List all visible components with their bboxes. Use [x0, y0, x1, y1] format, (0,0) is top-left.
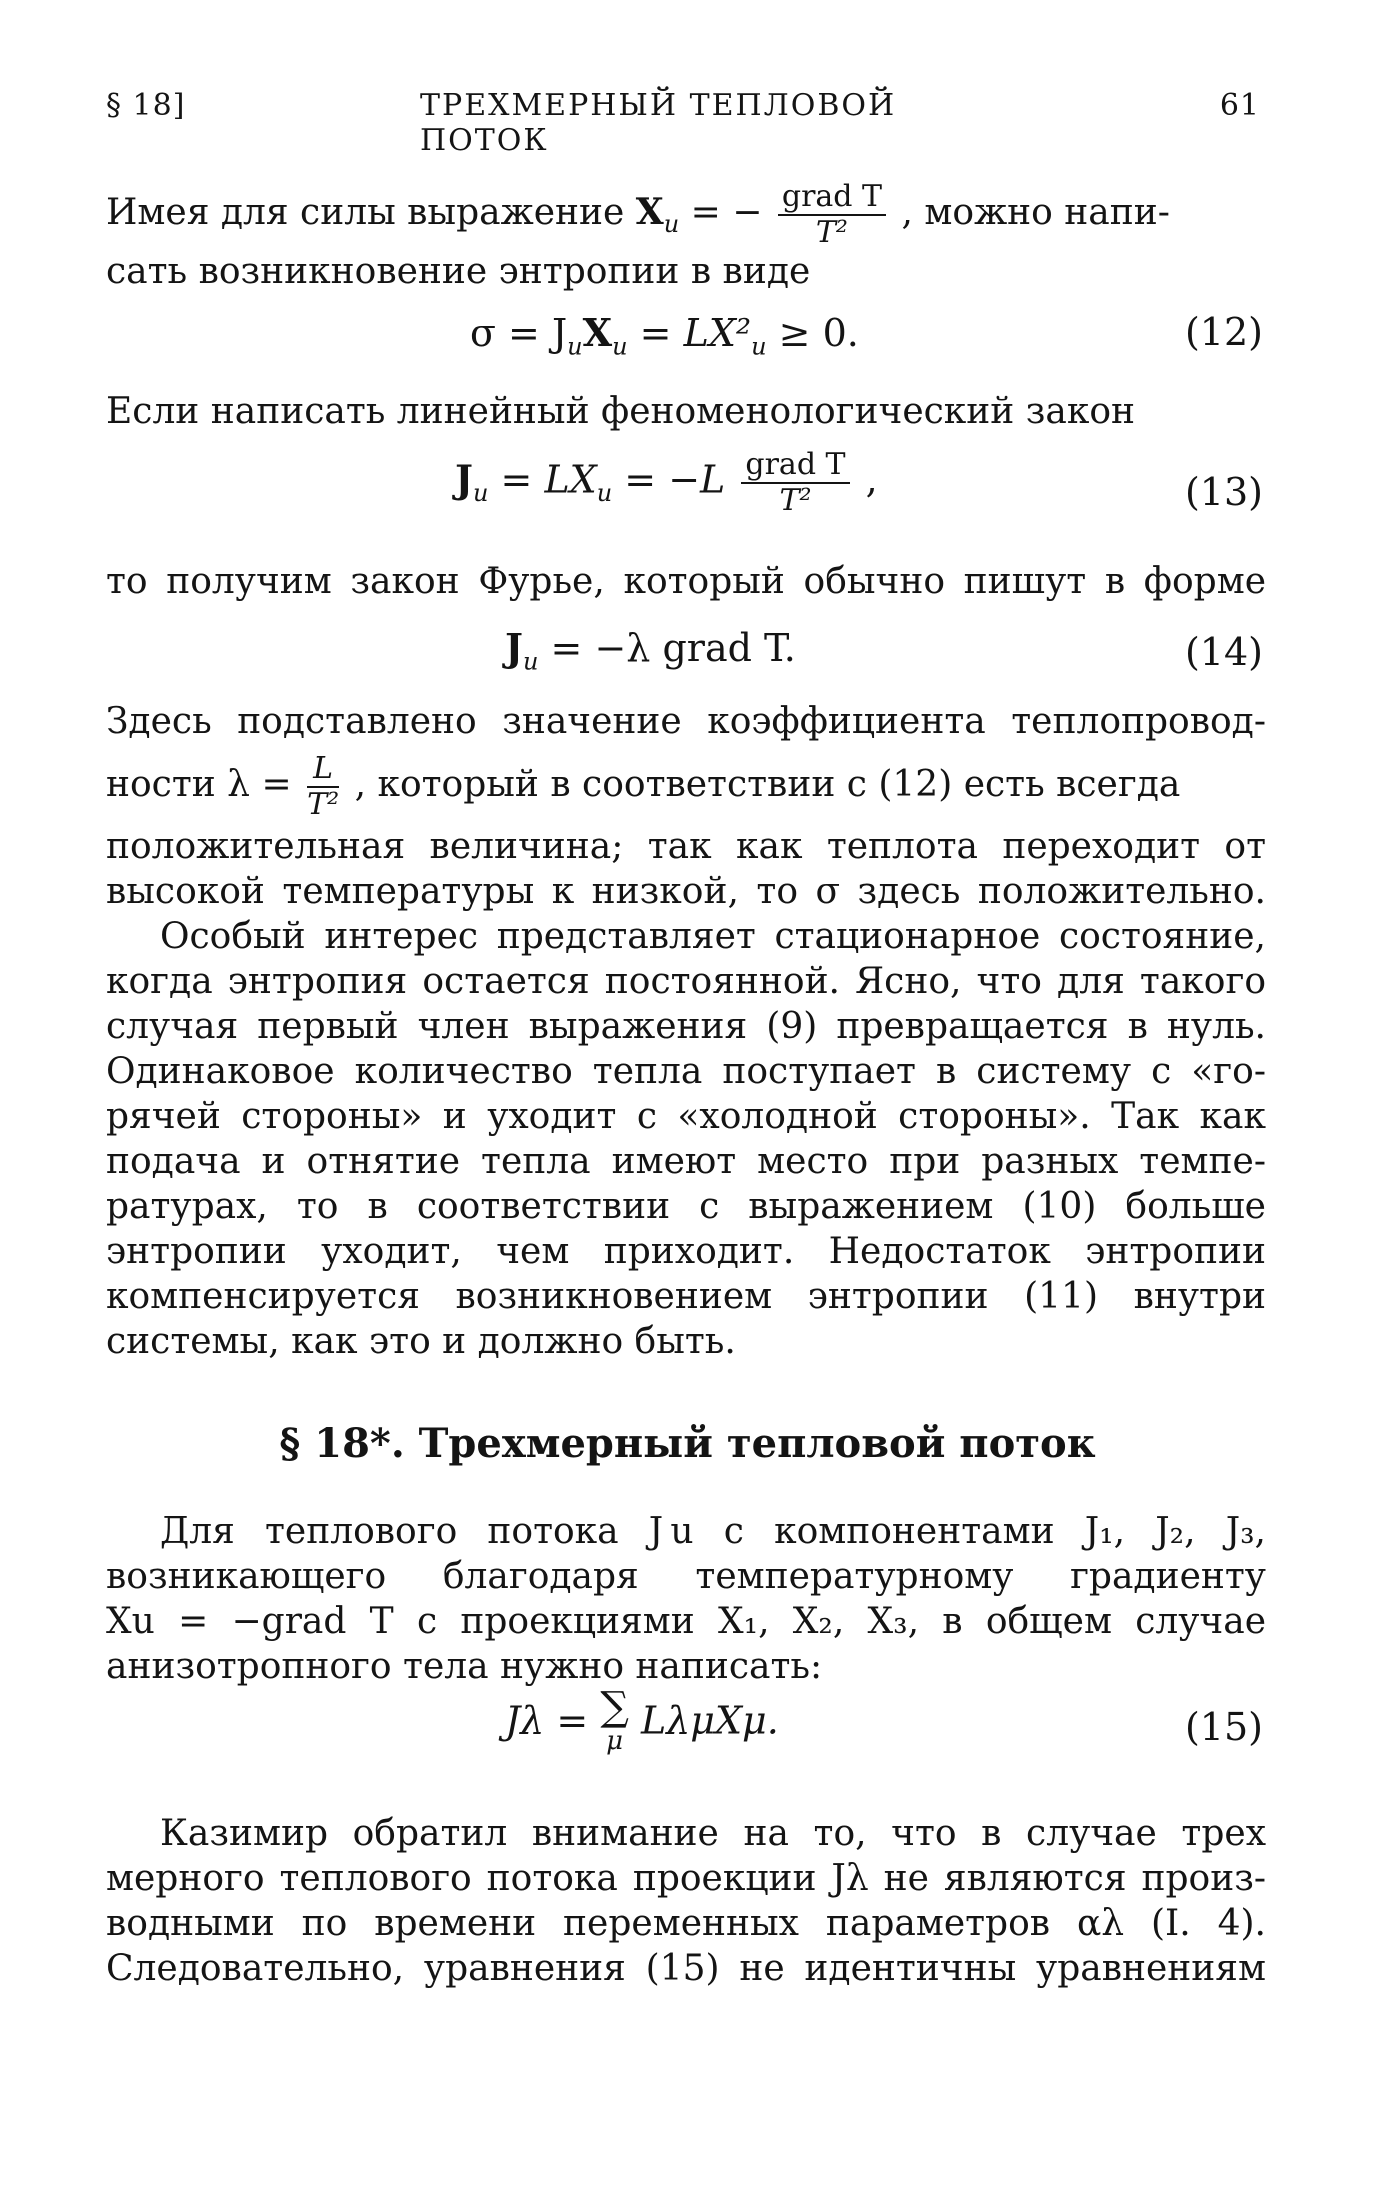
para-casimir-line: водными по времени переменных параметров αλ (I. 4). [106, 1903, 1266, 1944]
para-coef-line-2 [106, 752, 1266, 822]
header-page-number: 61 [1219, 88, 1260, 123]
eq14-rhs: = −λ grad T. [538, 626, 796, 670]
header-running-title: ТРЕХМЕРНЫЙ ТЕПЛОВОЙ ПОТОК [420, 88, 897, 158]
intro-frac-numerator: grad T [778, 180, 886, 216]
para-heat-line: Для теплового потока J u с компонентами J₁, J₂, J₃, [160, 1511, 1266, 1552]
intro-line-1 [106, 180, 1266, 250]
sum-index: μ [606, 1726, 624, 1756]
intro-text-end: , можно напи- [901, 192, 1170, 233]
eq12-tail: ≥ 0. [766, 311, 859, 355]
para-casimir-line: Следовательно, уравнения (15) не идентичны уравнениям [106, 1948, 1266, 1989]
eq15-sum [600, 1684, 629, 1758]
para-fourier: то получим закон Фурье, который обычно пишут в форме [106, 561, 1266, 602]
intro-fraction [778, 180, 886, 250]
intro-line-2: сать возникновение энтропии в виде [106, 251, 811, 292]
eq12-sub1: u [567, 332, 583, 361]
para-stationary-line: системы, как это и должно быть. [106, 1321, 736, 1362]
eq13-lhs-sub: u [472, 479, 489, 508]
coef-fraction [307, 752, 339, 822]
para-coef-line-1: Здесь подставлено значение коэффициента теплопровод- [106, 701, 1266, 742]
para-casimir-line: Казимир обратил внимание на то, что в случае трех [160, 1813, 1266, 1854]
para-heat-line: Xu = −grad T с проекциями X₁, X₂, X₃, в общем случае [106, 1601, 1266, 1642]
sum-sign: ∑ [600, 1684, 629, 1730]
para-stationary-line: компенсируется возникновением энтропии (11) внутри [106, 1276, 1266, 1317]
eq13-denominator: T² [779, 483, 812, 518]
equation-14-number: (14) [1184, 630, 1263, 674]
intro-eq-sign: = − [690, 192, 763, 233]
equation-14 [505, 625, 796, 676]
para-casimir-line: мерного теплового потока проекции Jλ не являются произ- [106, 1858, 1266, 1899]
para-stationary-line: рячей стороны» и уходит с «холодной стороны». Так как [106, 1096, 1266, 1137]
coef-numerator: L [307, 752, 339, 788]
eq14-lhs-sub: u [522, 647, 539, 676]
eq15-lhs: Jλ = [505, 1698, 601, 1743]
eq13-mid-sub: u [596, 479, 613, 508]
eq12-rest: = LX² [627, 311, 752, 355]
para-law: Если написать линейный феноменологический закон [106, 391, 1136, 432]
header-section-ref: § 18] [106, 88, 186, 123]
force-subscript: u [663, 210, 680, 239]
equation-13 [455, 448, 878, 518]
eq13-fraction [741, 448, 849, 518]
equation-15 [505, 1684, 779, 1758]
force-symbol: X [635, 191, 664, 233]
para-coef-line-3: положительная величина; так как теплота переходит от [106, 826, 1266, 867]
equation-12 [470, 310, 859, 361]
eq13-mid: = LX [488, 457, 597, 502]
para-stationary-line: Одинаковое количество тепла поступает в систему с «го- [106, 1051, 1266, 1092]
eq12-sub2: u [612, 332, 628, 361]
para-stationary-line: случая первый член выражения (9) превращается в нуль. [106, 1006, 1266, 1047]
eq12-mid: X [582, 310, 613, 355]
coef-text-end: , который в соответствии с (12) есть всегда [354, 764, 1181, 805]
para-stationary-line: подача и отнятие тепла имеют место при разных темпе- [106, 1141, 1266, 1182]
equation-15-number: (15) [1184, 1705, 1263, 1749]
eq12-lhs: σ = J [470, 311, 568, 355]
eq14-lhs: J [505, 625, 523, 670]
intro-text-start: Имея для силы выражение [106, 192, 625, 233]
coef-text-start: ности λ = [106, 764, 292, 805]
eq15-rhs: LλμXμ. [640, 1698, 779, 1743]
para-stationary-line: Особый интерес представляет стационарное состояние, [160, 916, 1266, 957]
para-heat-line: возникающего благодаря температурному градиенту [106, 1556, 1266, 1597]
equation-13-number: (13) [1184, 470, 1263, 514]
para-stationary-line: ратурах, то в соответствии с выражением (10) больше [106, 1186, 1266, 1227]
para-stationary-line: энтропии уходит, чем приходит. Недостаток энтропии [106, 1231, 1266, 1272]
para-coef-line-4: высокой температуры к низкой, то σ здесь положительно. [106, 871, 1266, 912]
eq13-rhs: = −L [612, 457, 726, 502]
intro-frac-denominator: T² [815, 215, 848, 250]
eq13-numerator: grad T [741, 448, 849, 484]
section-title: § 18*. Трехмерный тепловой поток [279, 1420, 1096, 1467]
para-stationary-line: когда энтропия остается постоянной. Ясно, что для такого [106, 961, 1266, 1002]
para-heat-line: анизотропного тела нужно написать: [106, 1646, 823, 1687]
equation-12-number: (12) [1184, 310, 1263, 354]
coef-denominator: T² [307, 787, 340, 822]
eq12-sub3: u [751, 332, 767, 361]
eq13-lhs: J [455, 456, 473, 502]
eq13-tail: , [853, 457, 878, 502]
